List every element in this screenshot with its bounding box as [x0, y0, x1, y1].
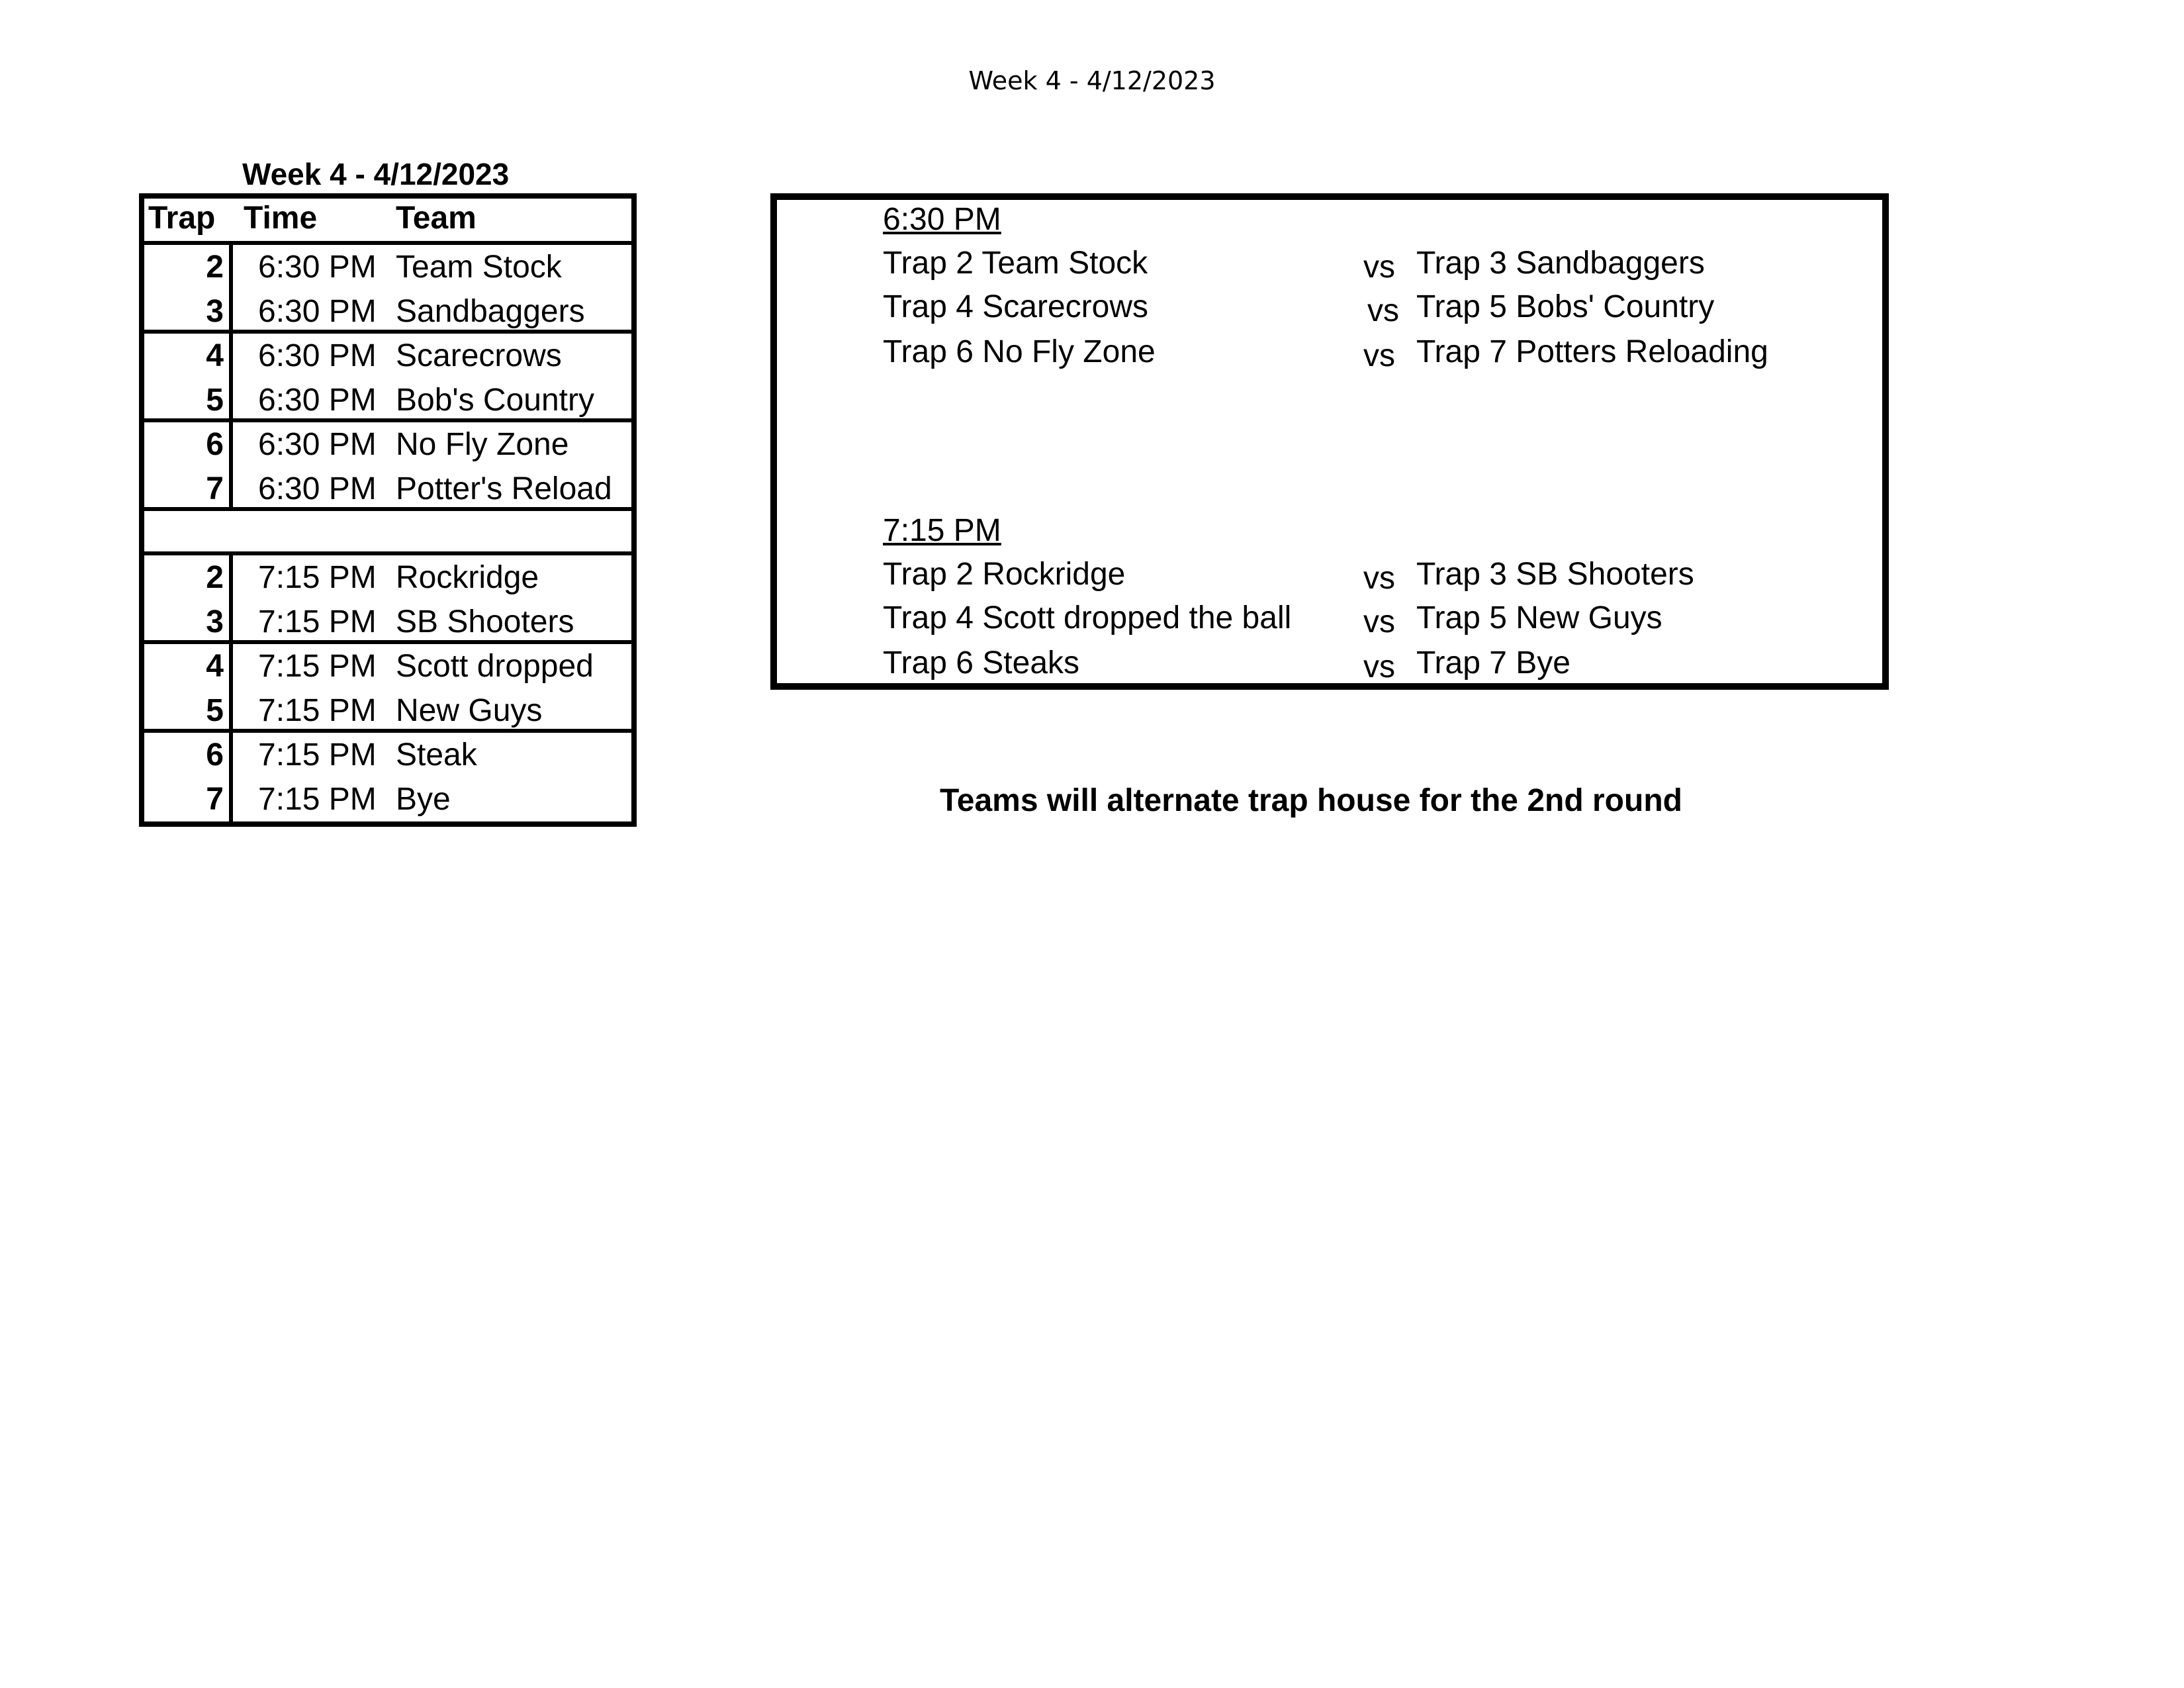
header-time: Time: [244, 201, 318, 236]
round1-game2-right: Trap 5 Bobs' Country: [1416, 289, 1715, 324]
team-cell: No Fly Zone: [396, 427, 569, 462]
round1-game3-right: Trap 7 Potters Reloading: [1416, 334, 1768, 369]
table-row: [144, 777, 631, 821]
table-row: [144, 289, 631, 334]
round1-game3-left: Trap 6 No Fly Zone: [883, 334, 1156, 369]
trap-cell: 4: [144, 334, 233, 378]
time-cell: 6:30 PM: [258, 383, 377, 418]
schedule-table: [139, 193, 637, 827]
team-cell: Rockridge: [396, 560, 539, 595]
round1-game1-vs: vs: [1363, 250, 1395, 285]
team-cell: Scott dropped: [396, 649, 594, 684]
team-cell: New Guys: [396, 693, 543, 728]
table-row: [144, 245, 631, 289]
trap-cell: 5: [144, 378, 233, 418]
team-cell: Team Stock: [396, 250, 562, 285]
trap-cell: 3: [144, 600, 233, 640]
round1-game3-vs: vs: [1363, 338, 1395, 373]
round2-game3-left: Trap 6 Steaks: [883, 645, 1080, 680]
trap-cell: 2: [144, 555, 233, 600]
trap-cell: 7: [144, 777, 233, 821]
round2-game3-right: Trap 7 Bye: [1416, 645, 1570, 680]
team-cell: Steak: [396, 737, 477, 773]
round2-game3-vs: vs: [1363, 649, 1395, 684]
round2-game2-left: Trap 4 Scott dropped the ball: [883, 600, 1292, 635]
time-cell: 7:15 PM: [258, 560, 377, 595]
trap-cell: 4: [144, 644, 233, 688]
trap-cell: 5: [144, 688, 233, 729]
table-row: [144, 688, 631, 733]
header-team: Team: [396, 201, 477, 236]
team-cell: Bob's Country: [396, 383, 594, 418]
trap-cell: 2: [144, 245, 233, 289]
team-cell: Sandbaggers: [396, 294, 585, 329]
header-trap: Trap: [148, 201, 216, 236]
time-cell: 6:30 PM: [258, 294, 377, 329]
time-cell: 7:15 PM: [258, 737, 377, 773]
round2-game2-vs: vs: [1363, 604, 1395, 639]
round1-game1-right: Trap 3 Sandbaggers: [1416, 246, 1705, 281]
table-row: [144, 378, 631, 422]
schedule-title: Week 4 - 4/12/2023: [242, 157, 510, 191]
round1-game2-vs: vs: [1367, 293, 1399, 328]
time-cell: 7:15 PM: [258, 782, 377, 817]
table-row: [144, 733, 631, 777]
round2-game1-right: Trap 3 SB Shooters: [1416, 557, 1694, 592]
matchups-box: [770, 193, 1889, 690]
time-cell: 6:30 PM: [258, 250, 377, 285]
blank-row: [144, 511, 631, 555]
time-cell: 6:30 PM: [258, 338, 377, 373]
time-cell: 7:15 PM: [258, 693, 377, 728]
round2-game1-vs: vs: [1363, 561, 1395, 596]
table-header: [144, 199, 631, 245]
time-cell: 6:30 PM: [258, 471, 377, 506]
round2-time: 7:15 PM: [883, 513, 1001, 548]
trap-cell: 3: [144, 289, 233, 330]
round1-time: 6:30 PM: [883, 202, 1001, 237]
page-header: Week 4 - 4/12/2023: [968, 66, 1216, 95]
trap-cell: 6: [144, 733, 233, 777]
table-row: [144, 600, 631, 644]
team-cell: Potter's Reload: [396, 471, 612, 506]
time-cell: 7:15 PM: [258, 604, 377, 639]
trap-cell: 6: [144, 422, 233, 467]
time-cell: 6:30 PM: [258, 427, 377, 462]
team-cell: Scarecrows: [396, 338, 562, 373]
table-row: [144, 644, 631, 688]
table-row: [144, 555, 631, 600]
time-cell: 7:15 PM: [258, 649, 377, 684]
round2-game2-right: Trap 5 New Guys: [1416, 600, 1662, 635]
round2-game1-left: Trap 2 Rockridge: [883, 557, 1126, 592]
alternate-note: Teams will alternate trap house for the 2nd round: [940, 783, 1682, 818]
trap-cell: 7: [144, 467, 233, 507]
round1-game2-left: Trap 4 Scarecrows: [883, 289, 1149, 324]
round1-game1-left: Trap 2 Team Stock: [883, 246, 1148, 281]
table-row: [144, 422, 631, 467]
table-row: [144, 467, 631, 511]
table-row: [144, 334, 631, 378]
team-cell: Bye: [396, 782, 451, 817]
team-cell: SB Shooters: [396, 604, 574, 639]
